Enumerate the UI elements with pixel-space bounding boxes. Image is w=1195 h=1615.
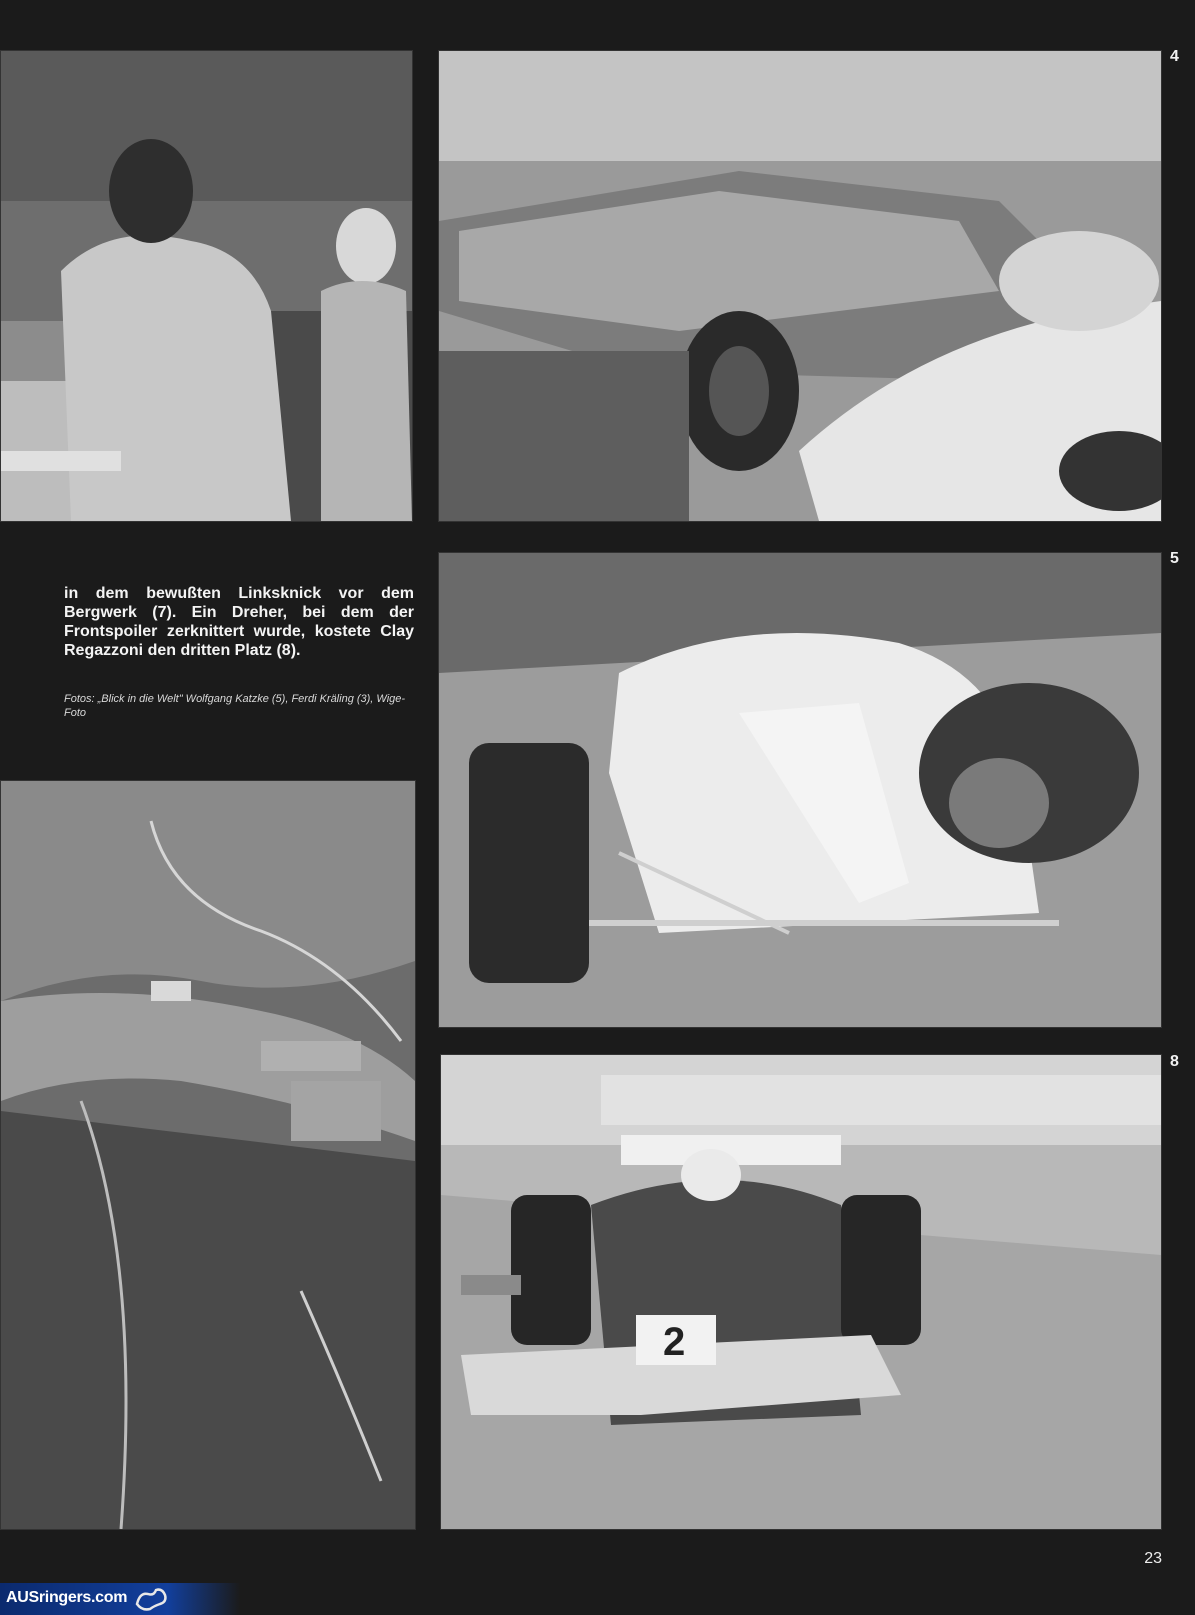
photo-number-4: 4: [1170, 48, 1179, 65]
site-watermark[interactable]: [0, 1583, 240, 1615]
photo-crowd-at-crash: [0, 50, 413, 522]
nurburgring-track-icon: [134, 1586, 168, 1612]
photo-crowd-image: [1, 51, 412, 521]
photo-4-image: [439, 51, 1161, 521]
photo-8-image: [441, 1055, 1161, 1529]
photo-aerial-nurburgring: [0, 780, 416, 1530]
photo-5-damaged-car: [438, 552, 1162, 1028]
svg-text:2: 2: [663, 1320, 686, 1364]
photo-credits: Fotos: „Blick in die Welt" Wolfgang Katzke (5), Ferdi Kräling (3), Wige-Foto: [64, 693, 406, 719]
photo-caption: in dem bewußten Linksknick vor dem Bergwerk (7). Ein Dreher, bei dem der Frontspoiler zerknittert wurde, kostete Clay Regazzoni den dritten Platz (8).: [64, 585, 414, 659]
photo-number-5: 5: [1170, 550, 1179, 567]
photo-4-wrecked-ferrari: [438, 50, 1162, 522]
photo-8-regazzoni-car: [440, 1054, 1162, 1530]
photo-aerial-image: [1, 781, 415, 1529]
page-number: 23: [1144, 1550, 1162, 1567]
photo-number-8: 8: [1170, 1053, 1179, 1070]
photo-5-image: [439, 553, 1161, 1027]
watermark-text: AUSringers.com: [6, 1589, 128, 1606]
